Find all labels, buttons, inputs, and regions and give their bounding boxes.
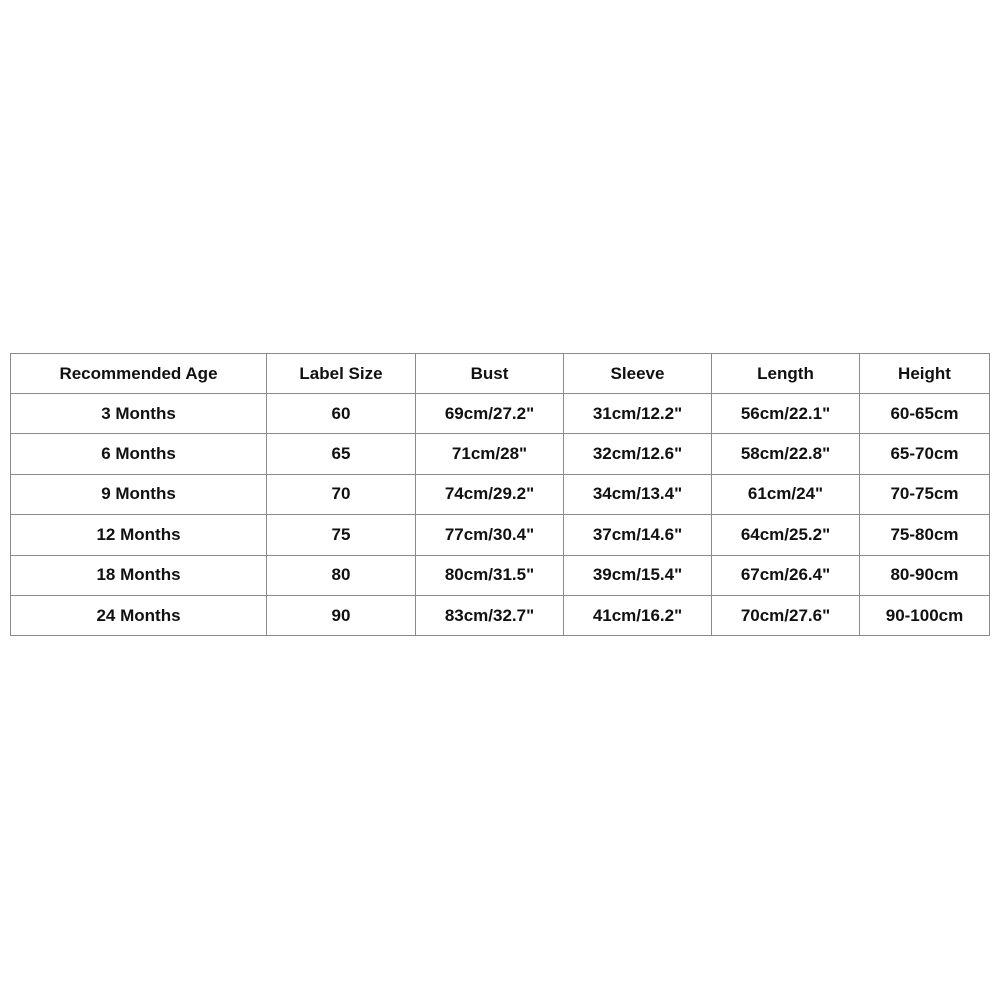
cell-label-size: 90 (267, 595, 416, 635)
column-header-length: Length (712, 354, 860, 394)
cell-sleeve: 34cm/13.4" (564, 474, 712, 514)
cell-label-size: 70 (267, 474, 416, 514)
table-row (11, 434, 990, 474)
table-row (11, 394, 990, 434)
cell-label-size: 65 (267, 434, 416, 474)
column-header-bust: Bust (416, 354, 564, 394)
column-header-recommended-age: Recommended Age (11, 354, 267, 394)
table-row (11, 595, 990, 635)
cell-label-size: 60 (267, 394, 416, 434)
cell-height: 65-70cm (860, 434, 990, 474)
cell-length: 67cm/26.4" (712, 555, 860, 595)
cell-height: 80-90cm (860, 555, 990, 595)
cell-sleeve: 39cm/15.4" (564, 555, 712, 595)
cell-height: 75-80cm (860, 515, 990, 555)
column-header-sleeve: Sleeve (564, 354, 712, 394)
cell-label-size: 75 (267, 515, 416, 555)
cell-length: 64cm/25.2" (712, 515, 860, 555)
cell-recommended-age: 3 Months (11, 394, 267, 434)
cell-bust: 69cm/27.2" (416, 394, 564, 434)
cell-bust: 80cm/31.5" (416, 555, 564, 595)
cell-length: 70cm/27.6" (712, 595, 860, 635)
cell-height: 70-75cm (860, 474, 990, 514)
column-header-label-size: Label Size (267, 354, 416, 394)
cell-sleeve: 37cm/14.6" (564, 515, 712, 555)
cell-bust: 83cm/32.7" (416, 595, 564, 635)
cell-height: 60-65cm (860, 394, 990, 434)
cell-sleeve: 32cm/12.6" (564, 434, 712, 474)
cell-height: 90-100cm (860, 595, 990, 635)
cell-recommended-age: 9 Months (11, 474, 267, 514)
table-row (11, 515, 990, 555)
cell-bust: 71cm/28" (416, 434, 564, 474)
cell-bust: 74cm/29.2" (416, 474, 564, 514)
table-header-row (11, 354, 990, 394)
table-row (11, 555, 990, 595)
cell-sleeve: 31cm/12.2" (564, 394, 712, 434)
cell-recommended-age: 18 Months (11, 555, 267, 595)
cell-recommended-age: 12 Months (11, 515, 267, 555)
cell-bust: 77cm/30.4" (416, 515, 564, 555)
cell-recommended-age: 6 Months (11, 434, 267, 474)
column-header-height: Height (860, 354, 990, 394)
cell-length: 56cm/22.1" (712, 394, 860, 434)
cell-recommended-age: 24 Months (11, 595, 267, 635)
cell-length: 58cm/22.8" (712, 434, 860, 474)
size-chart-table (10, 353, 990, 636)
cell-length: 61cm/24" (712, 474, 860, 514)
cell-sleeve: 41cm/16.2" (564, 595, 712, 635)
cell-label-size: 80 (267, 555, 416, 595)
table-row (11, 474, 990, 514)
